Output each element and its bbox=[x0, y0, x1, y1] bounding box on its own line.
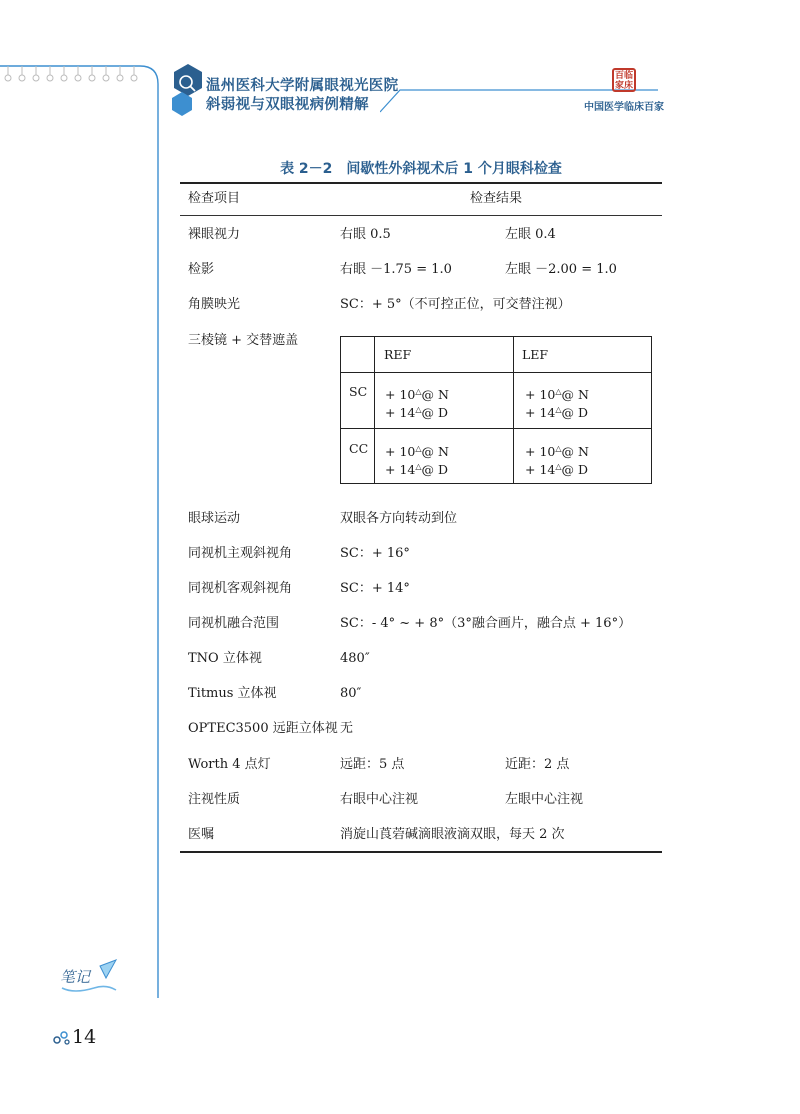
row-item: 同视机主观斜视角 bbox=[188, 546, 293, 561]
prism-header-lef: LEF bbox=[522, 347, 549, 362]
row-left-eye: 近距：2 点 bbox=[505, 757, 570, 772]
margin-line bbox=[0, 0, 170, 1000]
row-item: OPTEC3500 远距立体视 bbox=[188, 721, 338, 736]
prism-value: + 10△@ N bbox=[385, 387, 449, 403]
row-item: TNO 立体视 bbox=[188, 651, 262, 666]
row-item: 同视机融合范围 bbox=[188, 616, 280, 631]
row-item: Titmus 立体视 bbox=[188, 686, 277, 701]
column-header-result: 检查结果 bbox=[470, 191, 523, 206]
row-value: SC：+ 14° bbox=[340, 581, 410, 596]
row-item: 同视机客观斜视角 bbox=[188, 581, 293, 596]
row-value: 双眼各方向转动到位 bbox=[340, 511, 458, 526]
prism-value: + 14△@ D bbox=[525, 405, 589, 421]
row-item: 检影 bbox=[188, 262, 215, 277]
column-header-item: 检查项目 bbox=[188, 191, 241, 206]
row-left-eye: 左眼 －2.00 = 1.0 bbox=[505, 262, 617, 277]
row-left-eye: 左眼中心注视 bbox=[505, 792, 584, 807]
row-value: 消旋山莨菪碱滴眼液滴双眼，每天 2 次 bbox=[340, 827, 565, 842]
row-value: 无 bbox=[340, 721, 354, 736]
prism-row-label: CC bbox=[349, 441, 369, 456]
row-value: SC：+ 16° bbox=[340, 546, 410, 561]
row-value: 480″ bbox=[340, 651, 370, 666]
prism-value: + 14△@ D bbox=[385, 462, 449, 478]
row-right-eye: 右眼 －1.75 = 1.0 bbox=[340, 262, 452, 277]
table-top-rule bbox=[180, 182, 662, 184]
row-value: SC：+ 5°（不可控正位，可交替注视） bbox=[340, 297, 571, 312]
table-header-rule bbox=[180, 215, 662, 216]
prism-value: + 14△@ D bbox=[525, 462, 589, 478]
header-subtitle: 斜弱视与双眼视病例精解 bbox=[206, 97, 369, 113]
page-number-icon bbox=[53, 1031, 71, 1045]
table-bottom-rule bbox=[180, 851, 662, 853]
notes-label: 笔记 bbox=[60, 968, 91, 986]
prism-value: + 10△@ N bbox=[525, 444, 589, 460]
row-value: SC：- 4° ~ + 8°（3°融合画片，融合点 + 16°） bbox=[340, 616, 632, 631]
publisher-name: 中国医学临床百家 bbox=[584, 102, 664, 113]
prism-row-label: SC bbox=[349, 384, 368, 399]
row-left-eye: 左眼 0.4 bbox=[505, 227, 556, 242]
prism-value: + 10△@ N bbox=[525, 387, 589, 403]
prism-header-ref: REF bbox=[384, 347, 412, 362]
row-value: 80″ bbox=[340, 686, 362, 701]
row-item: 三棱镜 + 交替遮盖 bbox=[188, 333, 299, 348]
row-right-eye: 右眼中心注视 bbox=[340, 792, 419, 807]
header-title: 温州医科大学附属眼视光医院 bbox=[206, 78, 399, 94]
row-right-eye: 远距：5 点 bbox=[340, 757, 405, 772]
prism-cover-table bbox=[340, 336, 652, 484]
table-title: 表 2－2 间歇性外斜视术后 1 个月眼科检查 bbox=[280, 161, 562, 177]
binder-dots bbox=[0, 66, 160, 86]
row-right-eye: 右眼 0.5 bbox=[340, 227, 391, 242]
prism-value: + 14△@ D bbox=[385, 405, 449, 421]
row-item: 医嘱 bbox=[188, 827, 215, 842]
row-item: 裸眼视力 bbox=[188, 227, 241, 242]
hexagon-logo-icon bbox=[168, 62, 208, 118]
prism-value: + 10△@ N bbox=[385, 444, 449, 460]
row-item: 注视性质 bbox=[188, 792, 241, 807]
row-item: 角膜映光 bbox=[188, 297, 241, 312]
row-item: 眼球运动 bbox=[188, 511, 241, 526]
notes-icon bbox=[54, 958, 124, 1002]
row-item: Worth 4 点灯 bbox=[188, 757, 271, 772]
page-number: 14 bbox=[72, 1026, 97, 1048]
publisher-seal-logo: 百临家床 bbox=[612, 68, 636, 92]
